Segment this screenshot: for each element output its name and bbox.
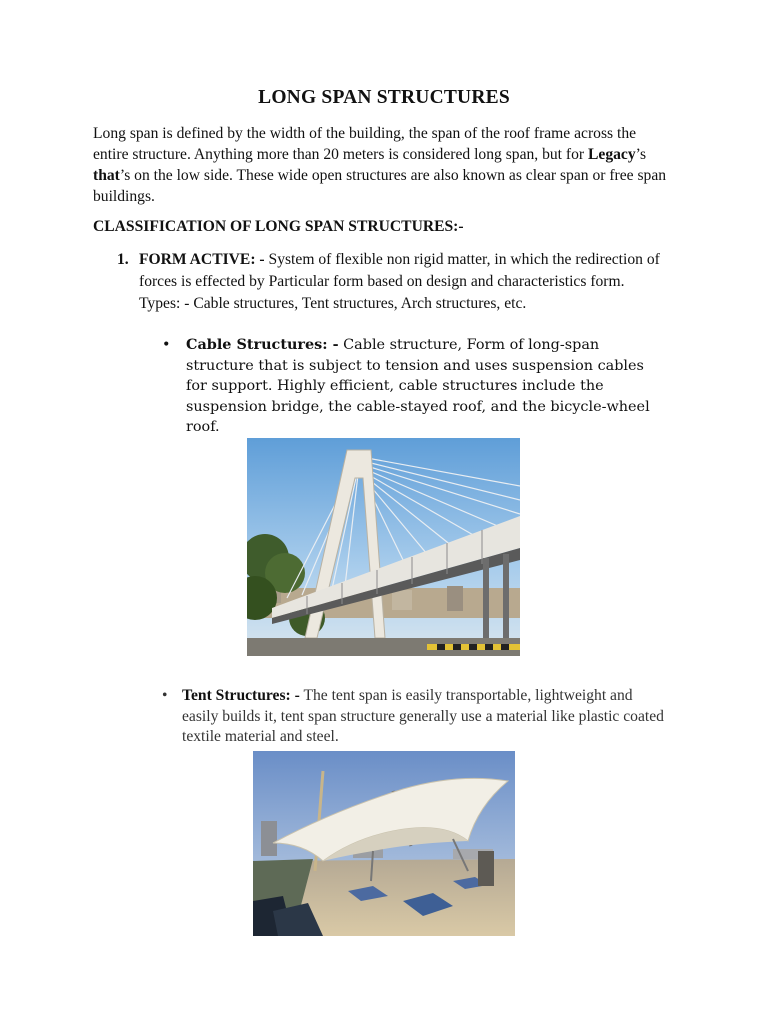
form-active-text: System of flexible non rigid matter, in which the redirection of forces is effected by Particular form based on design and characteristics form. Types: - Cable structures, Tent structures, Arch structures, etc. xyxy=(139,251,660,312)
tent-structures-body xyxy=(182,686,667,748)
classification-heading: CLASSIFICATION OF LONG SPAN STRUCTURES:- xyxy=(93,218,464,235)
cable-bridge-photo xyxy=(247,438,520,656)
tent-structures-lead: Tent Structures: - xyxy=(182,687,300,704)
cable-structures-lead: Cable Structures: - xyxy=(186,336,339,353)
cable-structures-bullet xyxy=(162,335,667,438)
intro-text-2: ’s xyxy=(635,146,647,163)
page-title: LONG SPAN STRUCTURES xyxy=(258,87,510,108)
form-active-item xyxy=(117,249,662,315)
intro-legacy: Legacy xyxy=(588,146,636,163)
bullet-dot: • xyxy=(162,687,168,704)
bullet-dot: • xyxy=(162,337,171,353)
intro-text-3: ’s on the low side. These wide open structures are also known as clear span or free span buildings. xyxy=(93,167,667,205)
intro-paragraph xyxy=(93,123,673,207)
intro-text-1: Long span is defined by the width of the building, the span of the roof frame across the entire structure. Anything more than 20 meters is considered long span, but for xyxy=(93,125,637,163)
tent-structures-text: The tent span is easily transportable, lightweight and easily builds it, tent span structure generally use a material like plastic coated textile material and steel. xyxy=(182,687,664,745)
intro-that: that xyxy=(93,167,120,184)
cable-structures-text: Cable structure, Form of long-span structure that is subject to tension and uses suspension cables for support. Highly efficient, cable structures include the suspension bridge, the cable-stayed roof, and the bicycle-wheel roof. xyxy=(186,337,650,435)
tent-structures-bullet xyxy=(162,686,667,748)
form-active-lead: FORM ACTIVE: - xyxy=(139,251,265,268)
tent-structure-photo xyxy=(253,751,515,936)
item-number: 1. xyxy=(117,251,129,268)
cable-structures-body xyxy=(186,335,667,438)
form-active-body xyxy=(139,249,662,315)
